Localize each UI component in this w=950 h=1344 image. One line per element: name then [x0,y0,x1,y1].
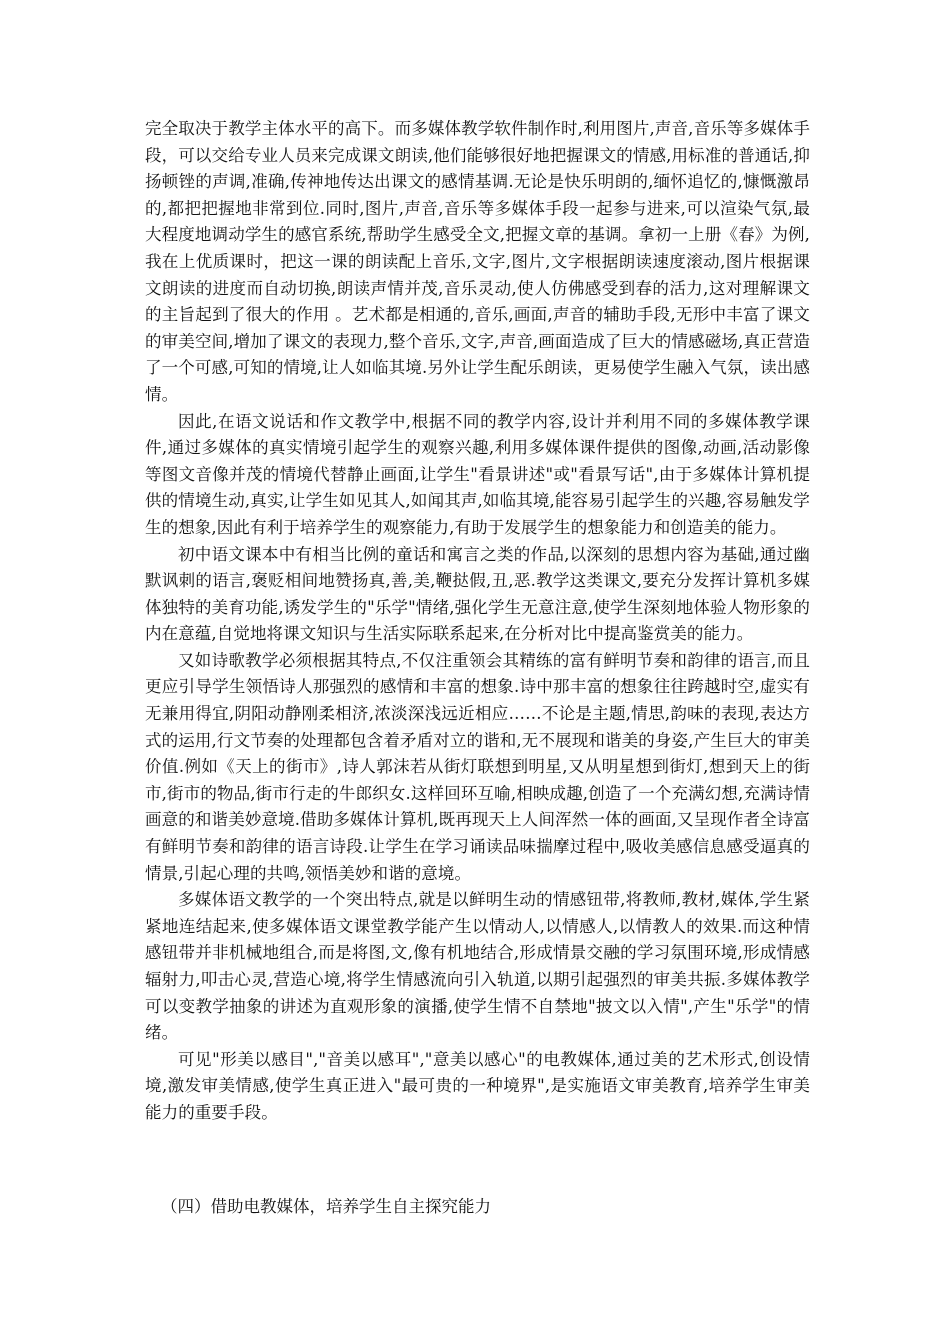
paragraph: 多媒体语文教学的一个突出特点,就是以鲜明生动的情感钮带,将教师,教材,媒体,学生紧紧地连结起来,使多媒体语文课堂教学能产生以情动人,以情感人,以情教人的效果.而这种情感钮带并非机械地组合,而是将图,文,像有机地结合,形成情景交融的学习氛围环境,形成情感辐射力,叩击心灵,营造心境,将学生情感流向引入轨道,以期引起强烈的审美共振.多媒体教学可以变教学抽象的讲述为直观形象的演播,使学生情不自禁地"披文以入情",产生"乐学"的情绪。 [145,890,810,1043]
paragraph: 因此,在语文说话和作文教学中,根据不同的教学内容,设计并利用不同的多媒体教学课件,通过多媒体的真实情境引起学生的观察兴趣,利用多媒体课件提供的图像,动画,活动影像等图文音像并茂的情境代替静止画面,让学生"看景讲述"或"看景写话",由于多媒体计算机提供的情境生动,真实,让学生如见其人,如闻其声,如临其境,能容易引起学生的兴趣,容易触发学生的想象,因此有利于培养学生的观察能力,有助于发展学生的想象能力和创造美的能力。 [145,411,810,537]
paragraph: 初中语文课本中有相当比例的童话和寓言之类的作品,以深刻的思想内容为基础,通过幽默讽刺的语言,褒贬相间地赞扬真,善,美,鞭挞假,丑,恶.教学这类课文,要充分发挥计算机多媒体独特的美育功能,诱发学生的"乐学"情绪,强化学生无意注意,使学生深刻地体验人物形象的内在意蕴,自觉地将课文知识与生活实际联系起来,在分析对比中提高鉴赏美的能力。 [145,544,810,644]
paragraph: 又如诗歌教学必须根据其特点,不仅注重领会其精练的富有鲜明节奏和韵律的语言,而且更应引导学生领悟诗人那强烈的感情和丰富的想象.诗中那丰富的想象往往跨越时空,虚实有无兼用得宜,阴阳动静刚柔相济,浓淡深浅远近相应……不论是主题,情思,韵味的表现,表达方式的运用,行文节奏的处理都包含着矛盾对立的谐和,无不展现和谐美的身姿,产生巨大的审美价值.例如《天上的街市》,诗人郭沫若从街灯联想到明星,又从明星想到街灯,想到天上的街市,街市的物品,街市行走的牛郎织女.这样回环互喻,相映成趣,创造了一个充满幻想,充满诗情画意的和谐美妙意境.借助多媒体计算机,既再现天上人间浑然一体的画面,又呈现作者全诗富有鲜明节奏和韵律的语言诗段.让学生在学习诵读品味揣摩过程中,吸收美感信息感受逼真的情景,引起心理的共鸣,领悟美妙和谐的意境。 [145,650,810,883]
paragraph: 可见"形美以感目","音美以感耳","意美以感心"的电教媒体,通过美的艺术形式,创设情境,激发审美情感,使学生真正进入"最可贵的一种境界",是实施语文审美教育,培养学生审美能力的重要手段。 [145,1049,810,1122]
body-text [145,116,810,1127]
section-heading: （四）借助电教媒体，培养学生自主探究能力 [161,1197,491,1216]
paragraph-continued: 完全取决于教学主体水平的高下。而多媒体教学软件制作时,利用图片,声音,音乐等多媒体手段，可以交给专业人员来完成课文朗读,他们能够很好地把握课文的情感,用标准的普通话,抑扬顿锉的声调,准确,传神地传达出课文的感情基调.无论是快乐明朗的,缅怀追忆的,慷慨激昂的,都把把握地非常到位.同时,图片,声音,音乐等多媒体手段一起参与进来,可以渲染气氛,最大程度地调动学生的感官系统,帮助学生感受全文,把握文章的基调。拿初一上册《春》为例,我在上优质课时，把这一课的朗读配上音乐,文字,图片,文字根据朗读速度滚动,图片根据课文朗读的进度而自动切换,朗读声情并茂,音乐灵动,使人仿佛感受到春的活力,这对理解课文的主旨起到了很大的作用 。艺术都是相通的,音乐,画面,声音的辅助手段,无形中丰富了课文的审美空间,增加了课文的表现力,整个音乐,文字,声音,画面造成了巨大的情感磁场,真正营造了一个可感,可知的情境,让人如临其境.另外让学生配乐朗读，更易使学生融入气氛，读出感情。 [145,119,810,404]
